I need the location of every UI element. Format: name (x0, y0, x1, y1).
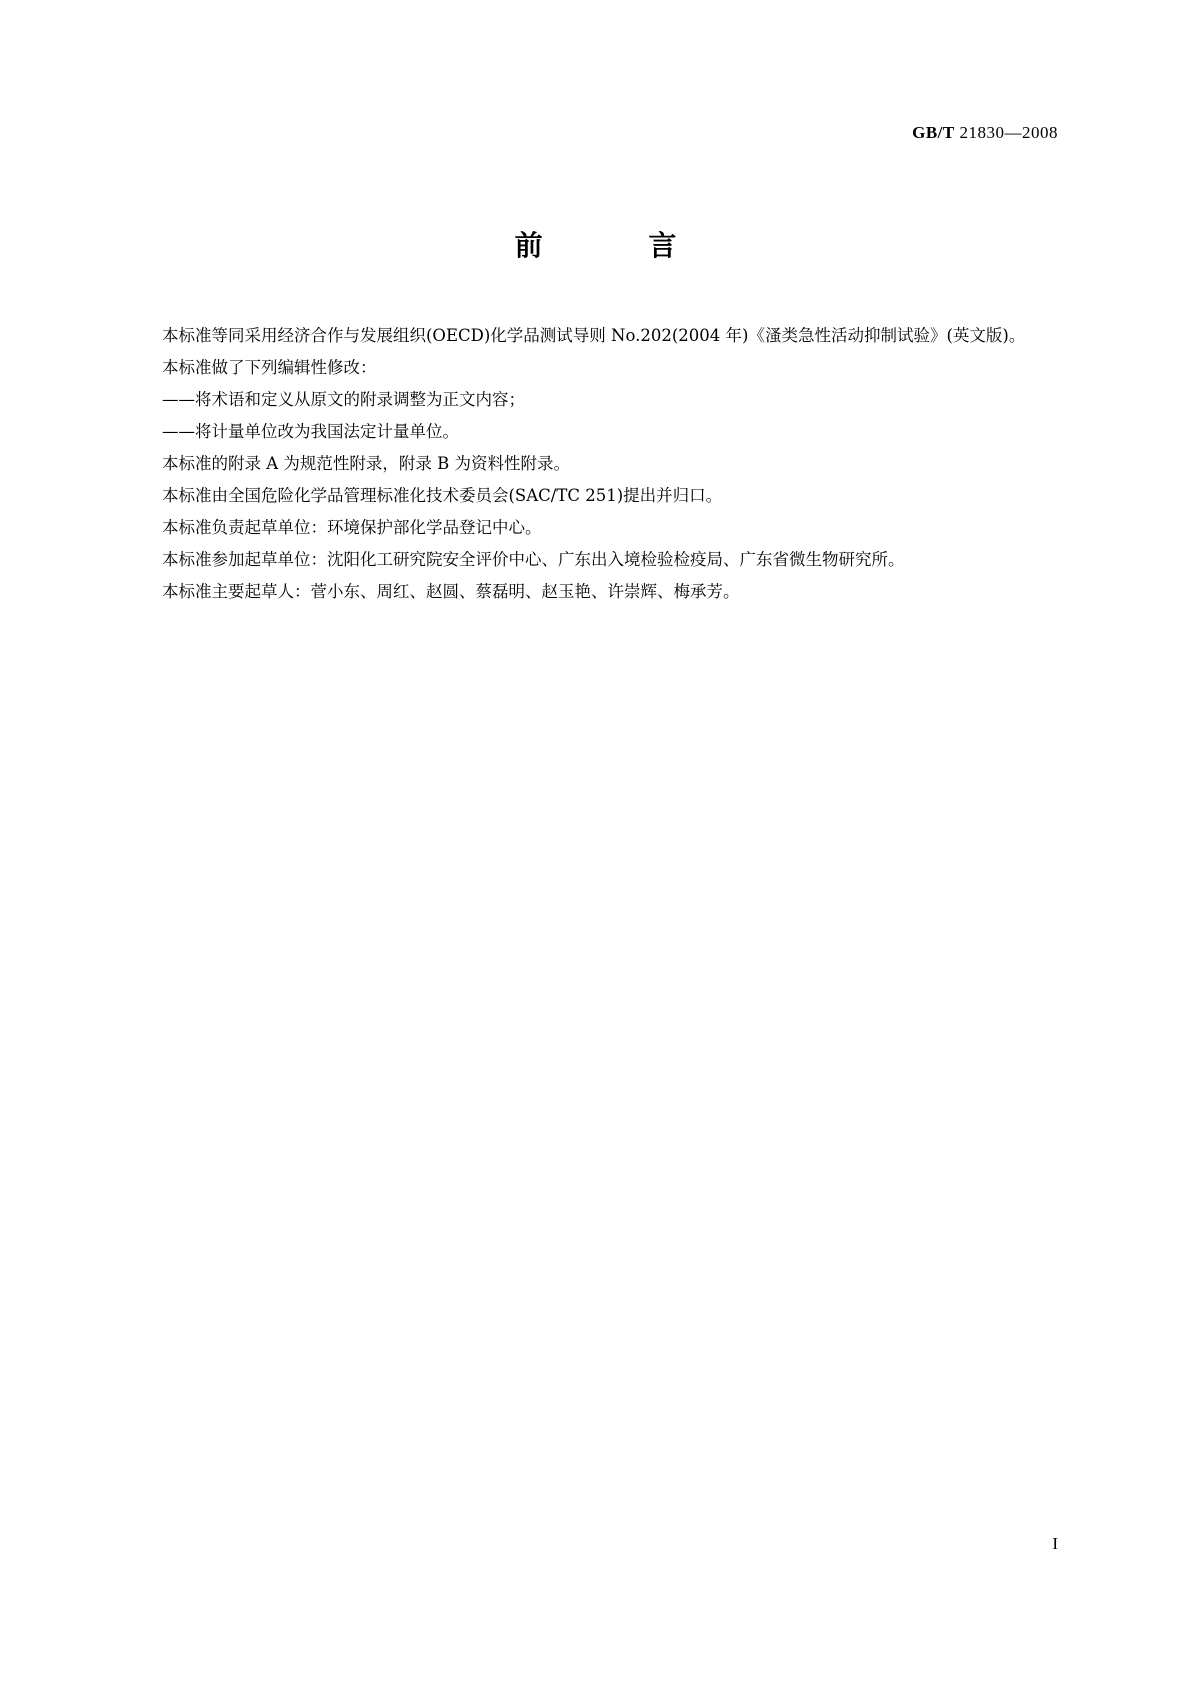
page-title: 前 言 (514, 229, 725, 262)
standard-code (912, 122, 1058, 144)
standard-code-number: 21830—2008 (959, 123, 1058, 142)
preface-paragraph-responsible-drafter: 本标准负责起草单位：环境保护部化学品登记中心。 (162, 518, 542, 537)
standard-code-prefix: GB/T (912, 123, 955, 142)
preface-paragraph-adoption: 本标准等同采用经济合作与发展组织(OECD)化学品测试导则 No.202(2004 年)《溞类急性活动抑制试验》(英文版)。 (162, 326, 1026, 345)
preface-body (129, 320, 1059, 608)
page-number: I (1052, 1534, 1058, 1553)
preface-list-item-terms: ——将术语和定义从原文的附录调整为正文内容； (162, 390, 525, 409)
preface-paragraph-annexes: 本标准的附录 A 为规范性附录，附录 B 为资料性附录。 (162, 454, 571, 473)
preface-paragraph-proposer: 本标准由全国危险化学品管理标准化技术委员会(SAC/TC 251)提出并归口。 (162, 486, 723, 505)
preface-paragraph-main-drafters: 本标准主要起草人：菅小东、周红、赵圆、蔡磊明、赵玉艳、许崇辉、梅承芳。 (162, 582, 740, 601)
preface-list-item-units: ——将计量单位改为我国法定计量单位。 (162, 422, 459, 441)
preface-paragraph-editorial-changes: 本标准做了下列编辑性修改： (162, 358, 377, 377)
preface-paragraph-participating-drafters: 本标准参加起草单位：沈阳化工研究院安全评价中心、广东出入境检验检疫局、广东省微生物研究所。 (162, 550, 905, 569)
